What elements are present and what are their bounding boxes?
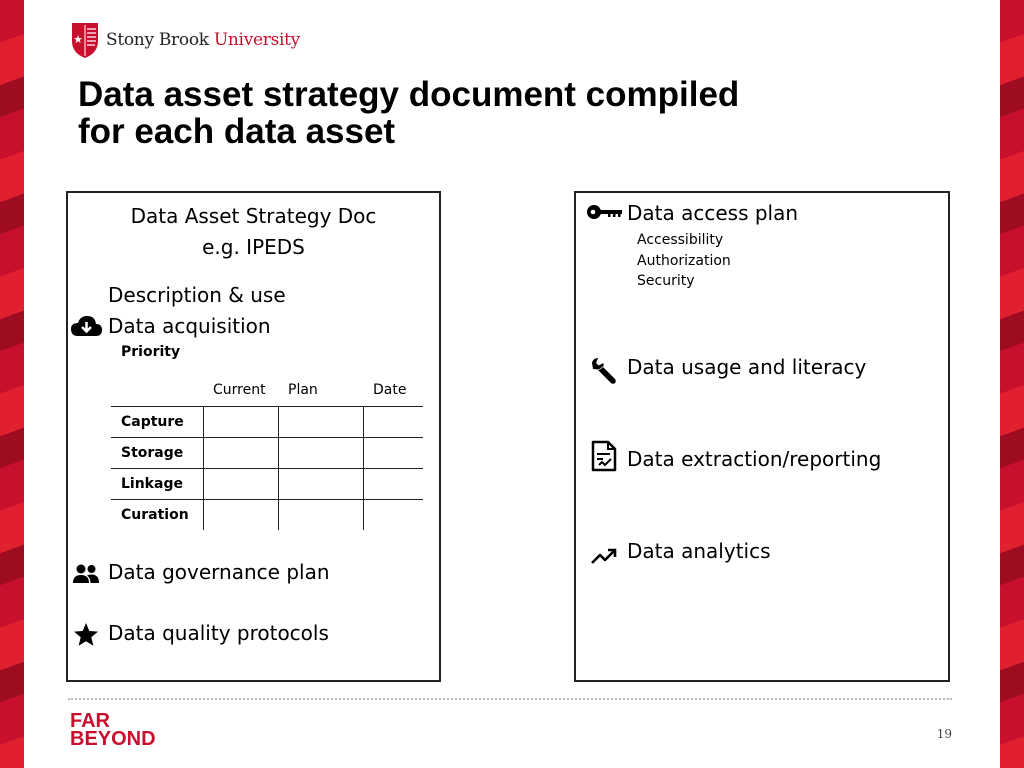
key-icon	[586, 203, 624, 221]
people-icon	[72, 563, 100, 585]
table-header-cell: Current	[203, 375, 278, 406]
row-label: Capture	[111, 406, 203, 437]
table-cell	[203, 468, 278, 499]
trending-up-icon	[590, 547, 618, 565]
title-line-2: for each data asset	[78, 112, 396, 151]
quality-label: Data quality protocols	[108, 621, 329, 645]
shield-icon	[70, 21, 100, 59]
star-icon	[73, 622, 99, 647]
lifecycle-table	[111, 375, 423, 530]
brand-line-2: BEYOND	[70, 728, 156, 750]
table-header-cell: Plan	[278, 375, 363, 406]
row-label: Storage	[111, 437, 203, 468]
slide-title	[78, 76, 878, 150]
table-cell	[278, 499, 363, 530]
row-label: Linkage	[111, 468, 203, 499]
page-number: 19	[936, 727, 952, 741]
panel-heading-line-2: e.g. IPEDS	[202, 235, 305, 259]
university-logo	[70, 20, 300, 60]
access-usage-panel	[574, 191, 950, 682]
svg-text:★: ★	[73, 33, 83, 46]
panel-heading	[68, 201, 439, 263]
row-label: Curation	[121, 506, 189, 523]
list-item: Authorization	[637, 252, 731, 269]
governance-label: Data governance plan	[108, 560, 330, 584]
brand-line-1: FAR	[70, 710, 110, 732]
acquisition-label: Data acquisition	[108, 314, 271, 338]
table-cell	[278, 468, 363, 499]
panel-heading-line-1: Data Asset Strategy Doc	[130, 204, 377, 228]
table-cell	[203, 406, 278, 437]
table-cell	[278, 437, 363, 468]
right-decorative-band	[1000, 0, 1024, 768]
table-header-row	[111, 375, 423, 406]
list-item: Security	[637, 273, 695, 289]
usage-label: Data usage and literacy	[627, 355, 867, 379]
title-line-1: Data asset strategy document compiled	[78, 75, 740, 114]
cloud-download-icon	[70, 314, 103, 340]
priority-label: Priority	[121, 344, 181, 360]
table-header-cell: Date	[363, 375, 423, 406]
extraction-label: Data extraction/reporting	[627, 447, 882, 471]
table-row	[111, 437, 423, 468]
table-cell	[203, 499, 278, 530]
table-cell	[363, 468, 423, 499]
table-cell	[363, 437, 423, 468]
table-cell	[203, 437, 278, 468]
far-beyond-logo	[70, 712, 156, 748]
logo-wordmark: Stony Brook University	[106, 30, 300, 50]
list-item: Accessibility	[637, 232, 724, 248]
access-items-list	[637, 230, 731, 292]
table-header-cell	[111, 375, 203, 406]
wrench-icon	[590, 357, 618, 385]
table-cell	[363, 499, 423, 530]
footer-divider	[68, 698, 952, 700]
table-row	[111, 406, 423, 437]
table-row	[111, 499, 423, 530]
report-icon	[591, 440, 617, 472]
table-row	[111, 468, 423, 499]
access-plan-label: Data access plan	[627, 201, 799, 225]
strategy-doc-panel	[66, 191, 441, 682]
analytics-label: Data analytics	[627, 539, 771, 563]
table-cell	[278, 406, 363, 437]
description-label: Description & use	[108, 283, 286, 307]
left-decorative-band	[0, 0, 24, 768]
table-cell	[363, 406, 423, 437]
